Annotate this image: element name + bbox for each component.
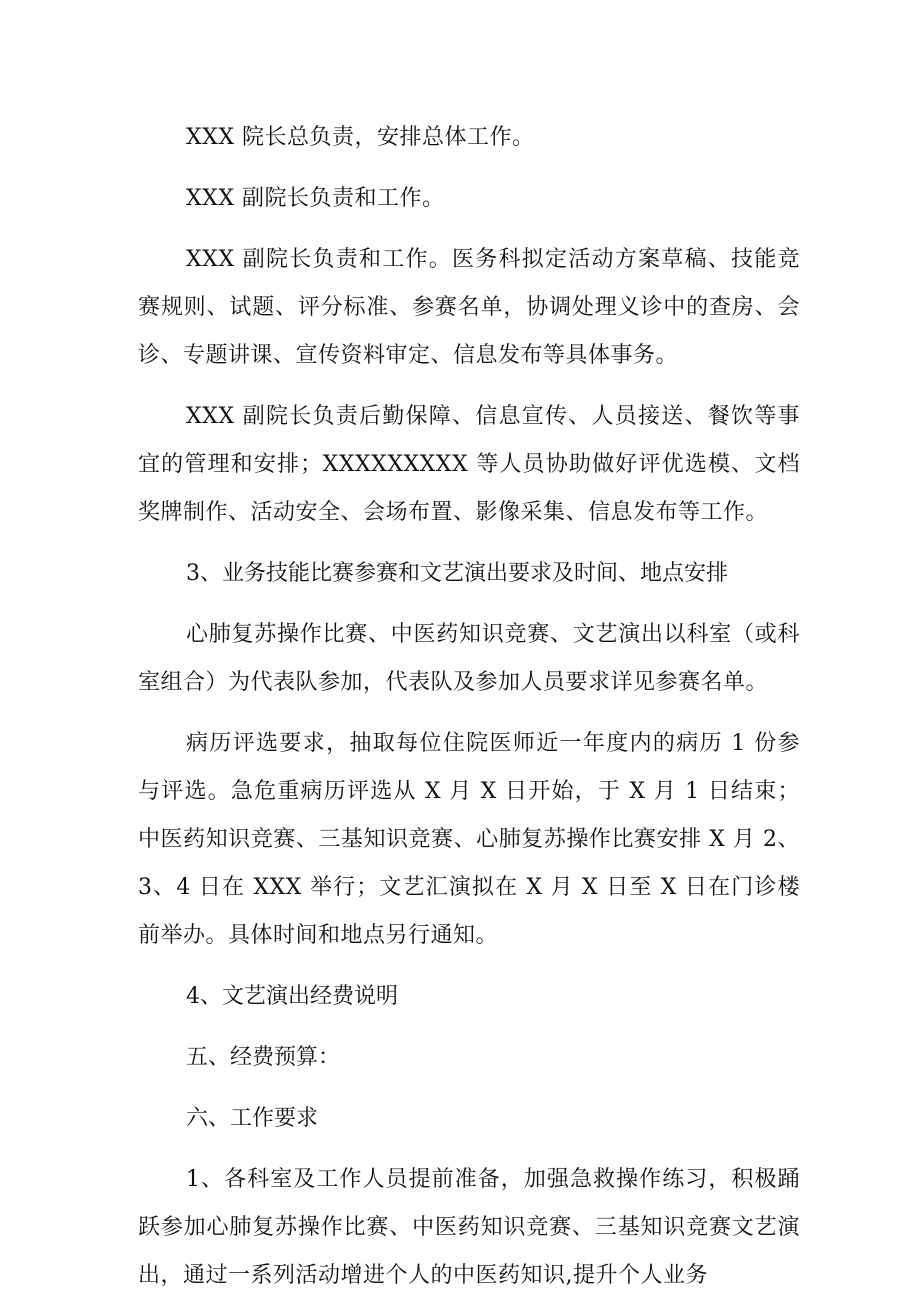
paragraph-competition-teams: 心肺复苏操作比赛、中医药知识竞赛、文艺演出以科室（或科室组合）为代表队参加，代表队及参加人员要求详见参赛名单。 [138,622,800,695]
section-heading-budget: 五、经费预算： [186,1045,341,1070]
section-heading-requirements: 六、工作要求 [186,1106,319,1131]
paragraph-dean-duty: XXX 院长总负责，安排总体工作。 [186,125,535,150]
paragraph-vice-dean-logistics: XXX 副院长负责后勤保障、信息宣传、人员接送、餐饮等事宜的管理和安排；XXXXXXXXX 等人员协助做好评优选模、文档奖牌制作、活动安全、会场布置、影像采集、信息发布等工作。 [138,404,800,525]
paragraph-vice-dean-duty-2: XXX 副院长负责和工作。医务科拟定活动方案草稿、技能竞赛规则、试题、评分标准、参赛名单，协调处理义诊中的查房、会诊、专题讲课、宣传资料审定、信息发布等具体事务。 [138,247,800,368]
paragraph-schedule: 病历评选要求，抽取每位住院医师近一年度内的病历 1 份参与评选。急危重病历评选从 X 月 X 日开始，于 X 月 1 日结束；中医药知识竞赛、三基知识竞赛、心肺复苏操作比赛安排 X 月 2、3、4 日在 XXX 举行；文艺汇演拟在 X 月 X 日至 X 日在门诊楼前举办。具体时间和地点另行通知。 [138,731,800,948]
section-heading-4: 4、文艺演出经费说明 [186,984,398,1009]
paragraph-vice-dean-duty-1: XXX 副院长负责和工作。 [186,186,445,211]
section-heading-3: 3、业务技能比赛参赛和文艺演出要求及时间、地点安排 [186,561,728,586]
paragraph-requirement-1: 1、各科室及工作人员提前准备，加强急救操作练习，积极踊跃参加心肺复苏操作比赛、中医药知识竞赛、三基知识竞赛文艺演出，通过一系列活动增进个人的中医药知识,提升个人业务 [138,1167,800,1288]
